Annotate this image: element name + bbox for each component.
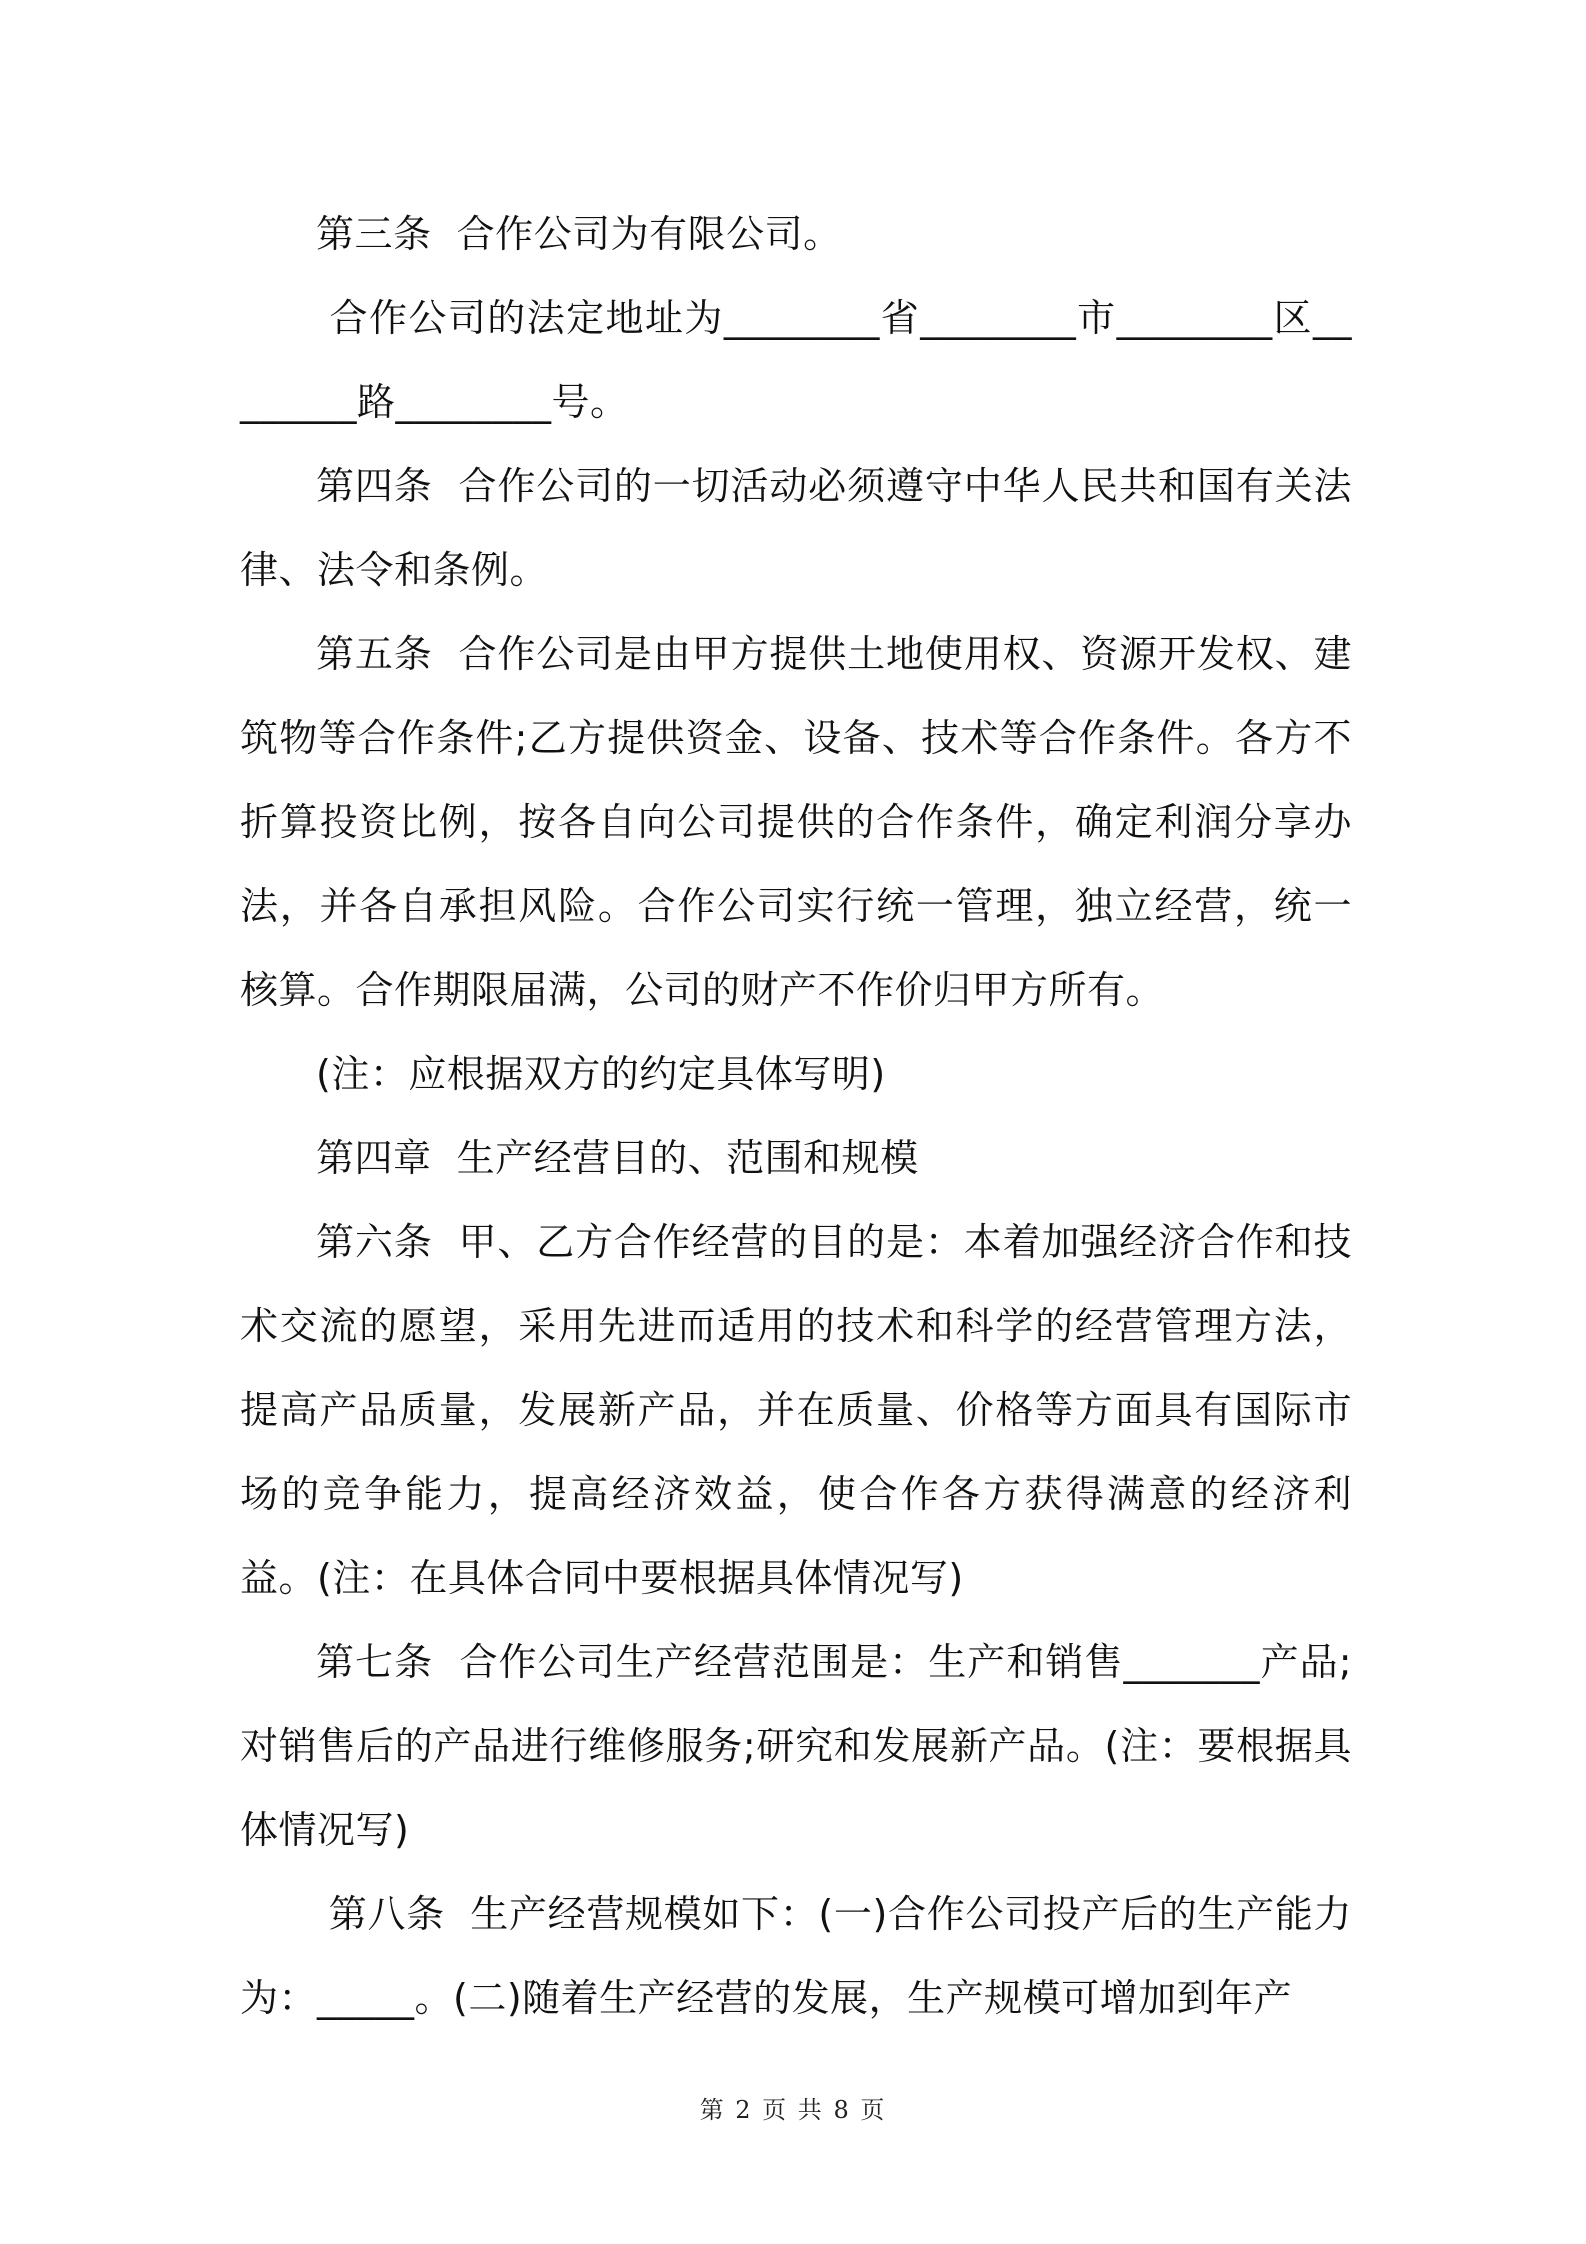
article-4: 第四条 合作公司的一切活动必须遵守中华人民共和国有关法律、法令和条例。 (240, 464, 1352, 592)
legal-address-paragraph: 合作公司的法定地址为________省________市________区________路________号。 (240, 296, 1352, 424)
page-number-footer: 第 2 页 共 8 页 (699, 2096, 887, 2124)
chapter-4-heading: 第四章 生产经营目的、范围和规模 (316, 1136, 919, 1180)
document-body (240, 192, 1352, 2040)
article-8: 第八条 生产经营规模如下：(一)合作公司投产后的生产能力为：_____。(二)随着生产经营的发展，生产规模可增加到年产 (240, 1892, 1352, 2020)
note-paragraph: (注：应根据双方的约定具体写明) (316, 1052, 886, 1096)
article-7: 第七条 合作公司生产经营范围是：生产和销售_______产品;对销售后的产品进行维修服务;研究和发展新产品。(注：要根据具体情况写) (240, 1640, 1352, 1852)
article-3: 第三条 合作公司为有限公司。 (316, 212, 842, 256)
article-5: 第五条 合作公司是由甲方提供土地使用权、资源开发权、建筑物等合作条件;乙方提供资金、设备、技术等合作条件。各方不折算投资比例，按各自向公司提供的合作条件，确定利润分享办法，并各自承担风险。合作公司实行统一管理，独立经营，统一核算。合作期限届满，公司的财产不作价归甲方所有。 (240, 632, 1352, 1012)
article-6: 第六条 甲、乙方合作经营的目的是：本着加强经济合作和技术交流的愿望，采用先进而适用的技术和科学的经营管理方法，提高产品质量，发展新产品，并在质量、价格等方面具有国际市场的竞争能力，提高经济效益，使合作各方获得满意的经济利益。(注：在具体合同中要根据具体情况写) (240, 1220, 1352, 1600)
